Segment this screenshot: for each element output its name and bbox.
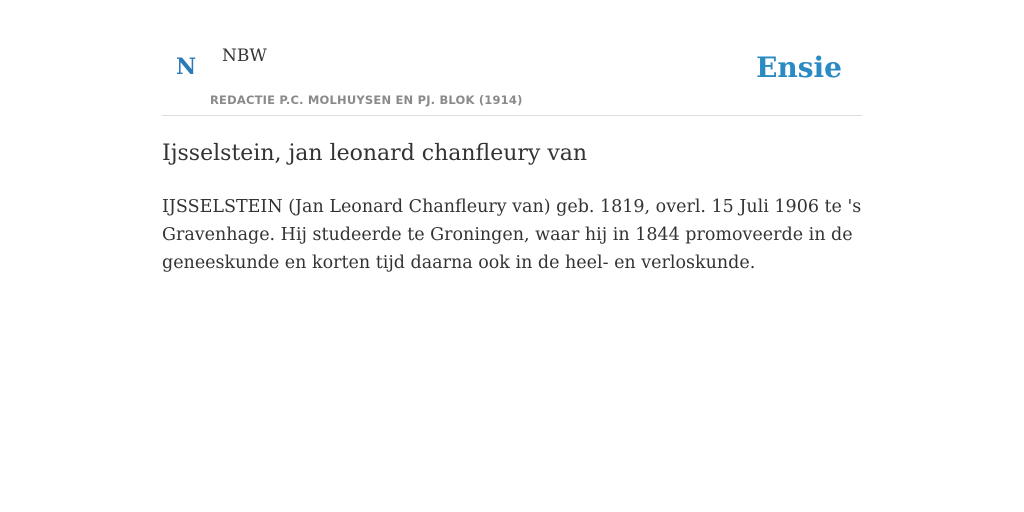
source-header — [162, 0, 862, 116]
source-logo-link[interactable]: N — [176, 54, 197, 80]
article-body: IJSSELSTEIN (Jan Leonard Chanfleury van) geb. 1819, overl. 15 Juli 1906 te 's Gravenhage. Hij studeerde te Groningen, waar hij in 1844 promoveerde in de geneeskunde en korten tijd daarna ook in de heel- en verloskunde. — [162, 197, 862, 273]
source-name: NBW — [222, 46, 267, 66]
source-subtitle: REDACTIE P.C. MOLHUYSEN EN PJ. BLOK (1914) — [210, 93, 523, 107]
ensie-brand-link[interactable]: Ensie — [756, 51, 842, 84]
article-title: Ijsselstein, jan leonard chanfleury van — [162, 141, 588, 166]
